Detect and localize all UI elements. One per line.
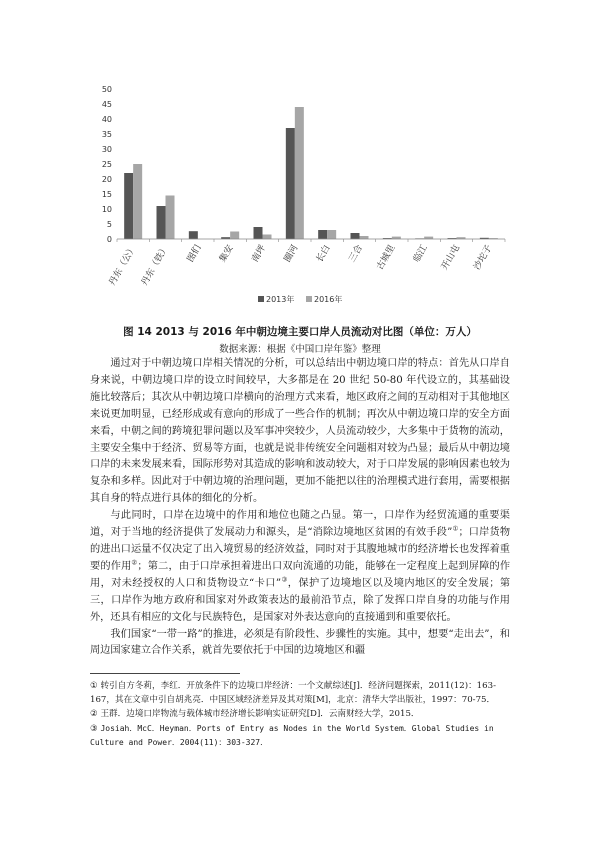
bar — [124, 173, 133, 239]
bar — [189, 231, 198, 239]
footnote-2 — [90, 707, 510, 721]
footnote-ref-3[interactable]: ③ — [281, 575, 288, 584]
y-tick-label: 5 — [106, 220, 112, 229]
footnote-ref-2[interactable]: ② — [131, 558, 138, 567]
bar — [263, 235, 272, 240]
x-tick-label: 临江 — [412, 243, 430, 265]
y-tick-label: 10 — [101, 205, 112, 214]
y-tick-label: 25 — [101, 160, 112, 169]
bar — [318, 230, 327, 239]
x-tick-label: 古城里 — [375, 243, 398, 272]
x-tick-label: 图们 — [185, 243, 204, 265]
bar — [286, 128, 295, 239]
footnote-3-mark: ③ — [90, 723, 98, 734]
footnote-divider — [90, 673, 240, 674]
bars — [124, 107, 498, 239]
legend-swatch — [306, 296, 312, 302]
y-tick-label: 15 — [101, 190, 112, 199]
x-tick-label: 南坪 — [250, 243, 269, 265]
bar — [133, 164, 142, 239]
legend-label: 2016年 — [314, 295, 343, 304]
y-tick-label: 45 — [101, 100, 112, 109]
paragraph-1: 通过对于中朝边境口岸相关情况的分析，可以总结出中朝边境口岸的特点：首先从口岸自身来说，中朝边境口岸的设立时间较早，大多都是在 20 世纪 50-80 年代设立的，其基础设施比较落后；其次从中朝边境口岸横向的治理方式来看，地区政府之间的互动相对于其他地区来说更加明显，已经形成或有意向的形成了一些合作的机制；再次从中朝边境口岸的安全方面来看，中朝之间的跨境犯罪问题以及军事冲突较少，人员流动较少，大多集中于货物的流动，主要安全集中于经济、贸易等方面，也就是说非传统安全问题相对较为凸显；最后从中朝边境口岸的未来发展来看，国际形势对其造成的影响和波动较大，对于口岸发展的影响因素也较为复杂和多样。因此对于中朝边境的治理问题，更加不能把以往的治理模式进行套用，需要根据其自身的特点进行具体的细化的分析。 — [90, 358, 510, 505]
paragraph-2-part-c: ；第二，由于口岸承担着进出口双向流通的功能，能够在一定程度上起到屏障的作用，对未经授权的人口和货物设立“卡口” — [90, 560, 511, 589]
bar — [166, 196, 175, 240]
x-tick-label: 丹东（铁） — [139, 243, 172, 288]
figure-title: 图 14 2013 与 2016 年中朝边境主要口岸人员流动对比图（单位：万人） — [123, 326, 477, 338]
footnote-2-mark: ② — [90, 709, 98, 720]
y-axis — [102, 85, 112, 244]
y-tick-label: 30 — [101, 145, 112, 154]
paragraph-3: 我们国家“一带一路”的推进，必须是有阶段性、步骤性的实施。其中，想要“走出去”，和周边国家建立合作关系，就首先要依托于中国的边境地区和疆 — [90, 628, 510, 657]
paragraph-2-part-a: 与此同时，口岸在边境中的作用和地位也随之凸显。第一，口岸作为经贸流通的重要渠道，对于当地的经济提供了发展动力和源头，是“消除边境地区贫困的有效手段” — [90, 510, 510, 539]
x-tick-label: 沙坨子 — [472, 243, 495, 272]
footnotes — [90, 679, 510, 750]
y-tick-label: 40 — [101, 115, 112, 124]
x-tick-label: 长白 — [315, 243, 333, 265]
bar — [254, 227, 263, 239]
footnote-1-mark: ① — [90, 681, 98, 691]
paragraph-2-part-d: ，保护了边境地区以及境内地区的安全发展；第三，口岸作为地方政府和国家对外政策表达的最前沿节点，除了发挥口岸自身的功能与作用外，还具有相应的文化与民族特色，是国家对外表达意向的直接通到和重要依托。 — [90, 577, 511, 623]
figure-source: 数据来源：根据《中国口岸年鉴》整理 — [219, 344, 381, 355]
x-tick-label: 集安 — [218, 243, 236, 265]
bar — [295, 107, 304, 239]
footnote-2-text: 王群．边境口岸物流与载体城市经济增长影响实证研究[D]．云南财经大学，2015． — [100, 709, 420, 720]
legend — [258, 294, 342, 304]
bar-chart — [80, 78, 520, 318]
paragraph-2 — [90, 508, 510, 626]
x-tick-label: 三合 — [347, 243, 366, 265]
x-tick-label: 开山屯 — [439, 243, 463, 272]
footnote-3 — [90, 722, 510, 750]
bar — [351, 233, 360, 239]
footnote-1 — [90, 679, 510, 707]
y-tick-label: 20 — [101, 175, 112, 184]
y-tick-label: 35 — [101, 130, 112, 139]
body-text — [90, 356, 510, 660]
footnote-ref-1[interactable]: ① — [452, 524, 459, 533]
bar — [360, 236, 369, 239]
legend-label: 2013年 — [266, 295, 295, 304]
bar — [327, 230, 336, 239]
x-tick-label: 丹东（公） — [107, 243, 139, 288]
bar — [157, 206, 166, 239]
paragraph-2-part-b: ；口岸货物的进出口运量不仅决定了出入境贸易的经济效益，同时对于其腹地城市的经济增长也发挥着重要的作用 — [90, 527, 511, 572]
footnote-1-text: 转引自方冬莉，李红．开放条件下的边境口岸经济：一个文献综述[J]．经济问题探索，2011(12)：163-167，其在文章中引自胡兆亮．中国区域经济差异及其对策[M]，北京：清华大学出版社，1997：70-75． — [90, 681, 496, 706]
y-tick-label: 0 — [106, 235, 112, 244]
legend-swatch — [258, 296, 264, 302]
x-axis — [106, 239, 505, 287]
x-tick-label: 圈河 — [282, 243, 301, 265]
footnote-3-text: Josiah．McC．Heyman．Ports of Entry as Nodes in the World System．Global Studies in Culture and Power．2004(11)：303-327． — [90, 723, 494, 747]
y-tick-label: 50 — [101, 85, 112, 94]
bar — [230, 232, 239, 240]
